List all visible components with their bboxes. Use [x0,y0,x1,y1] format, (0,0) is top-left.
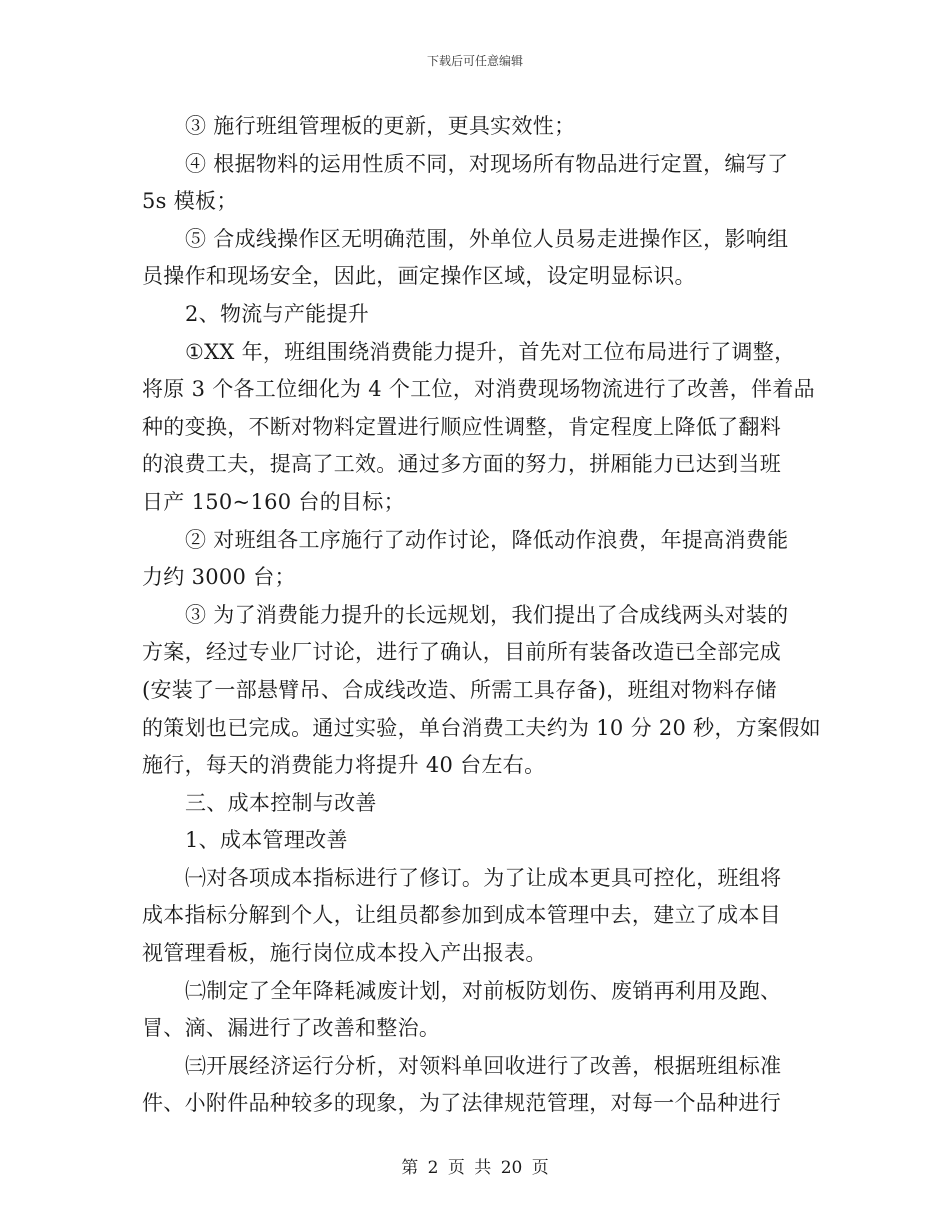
text-line: 的浪费工夫，提高了工效。通过多方面的努力，拼厢能力已达到当班 [142,452,781,477]
text-line: ⑤ 合成线操作区无明确范围，外单位人员易走进操作区，影响组 [185,226,789,251]
text-line: 5s 模板； [142,189,238,214]
text-line: 的策划也已完成。通过实验，单台消费工夫约为 10 分 20 秒，方案假如 [142,715,821,740]
text-line: 成本指标分解到个人，让组员都参加到成本管理中去，建立了成本目 [142,903,781,928]
page-header: 下载后可任意编辑 [426,54,523,68]
section-heading: 1、成本管理改善 [185,828,348,853]
text-line: 员操作和现场安全，因此，画定操作区域，设定明显标识。 [142,264,696,289]
text-line: 日产 150~160 台的目标； [142,489,405,514]
text-line: ①XX 年，班组围绕消费能力提升，首先对工位布局进行了调整， [185,339,796,364]
document-body [142,108,821,1123]
text-line: 将原 3 个各工位细化为 4 个工位，对消费现场物流进行了改善，伴着品 [142,377,815,402]
section-heading: 三、成本控制与改善 [185,790,377,815]
text-line: 力约 3000 台； [142,565,296,590]
text-line: 冒、滴、漏进行了改善和整治。 [142,1016,441,1041]
section-heading: 2、物流与产能提升 [185,301,370,326]
text-line: ㈢开展经济运行分析，对领料单回收进行了改善，根据班组标准 [185,1053,782,1078]
text-line: ② 对班组各工序施行了动作讨论，降低动作浪费，年提高消费能 [185,527,789,552]
text-line: 施行，每天的消费能力将提升 40 台左右。 [142,753,546,778]
text-line: 视管理看板，施行岗位成本投入产出报表。 [142,941,547,966]
text-line: ③ 为了消费能力提升的长远规划，我们提出了合成线两头对装的 [185,602,789,627]
text-line: 件、小附件品种较多的现象，为了法律规范管理，对每一个品种进行 [142,1091,781,1116]
text-line: 方案，经过专业厂讨论，进行了确认，目前所有装备改造已全部完成 [142,640,781,665]
text-line: ④ 根据物料的运用性质不同，对现场所有物品进行定置，编写了 [185,151,789,176]
text-line: ㈡制定了全年降耗减废计划，对前板防划伤、废销再利用及跑、 [185,978,782,1003]
text-line: ③ 施行班组管理板的更新，更具实效性； [185,114,576,138]
text-line: (安装了一部悬臂吊、合成线改造、所需工具存备)，班组对物料存储 [142,677,777,702]
page-footer: 第 2 页 共 20 页 [401,1158,549,1178]
text-line: ㈠对各项成本指标进行了修订。为了让成本更具可控化，班组将 [185,865,782,890]
text-line: 种的变换，不断对物料定置进行顺应性调整，肯定程度上降低了翻料 [142,414,781,439]
